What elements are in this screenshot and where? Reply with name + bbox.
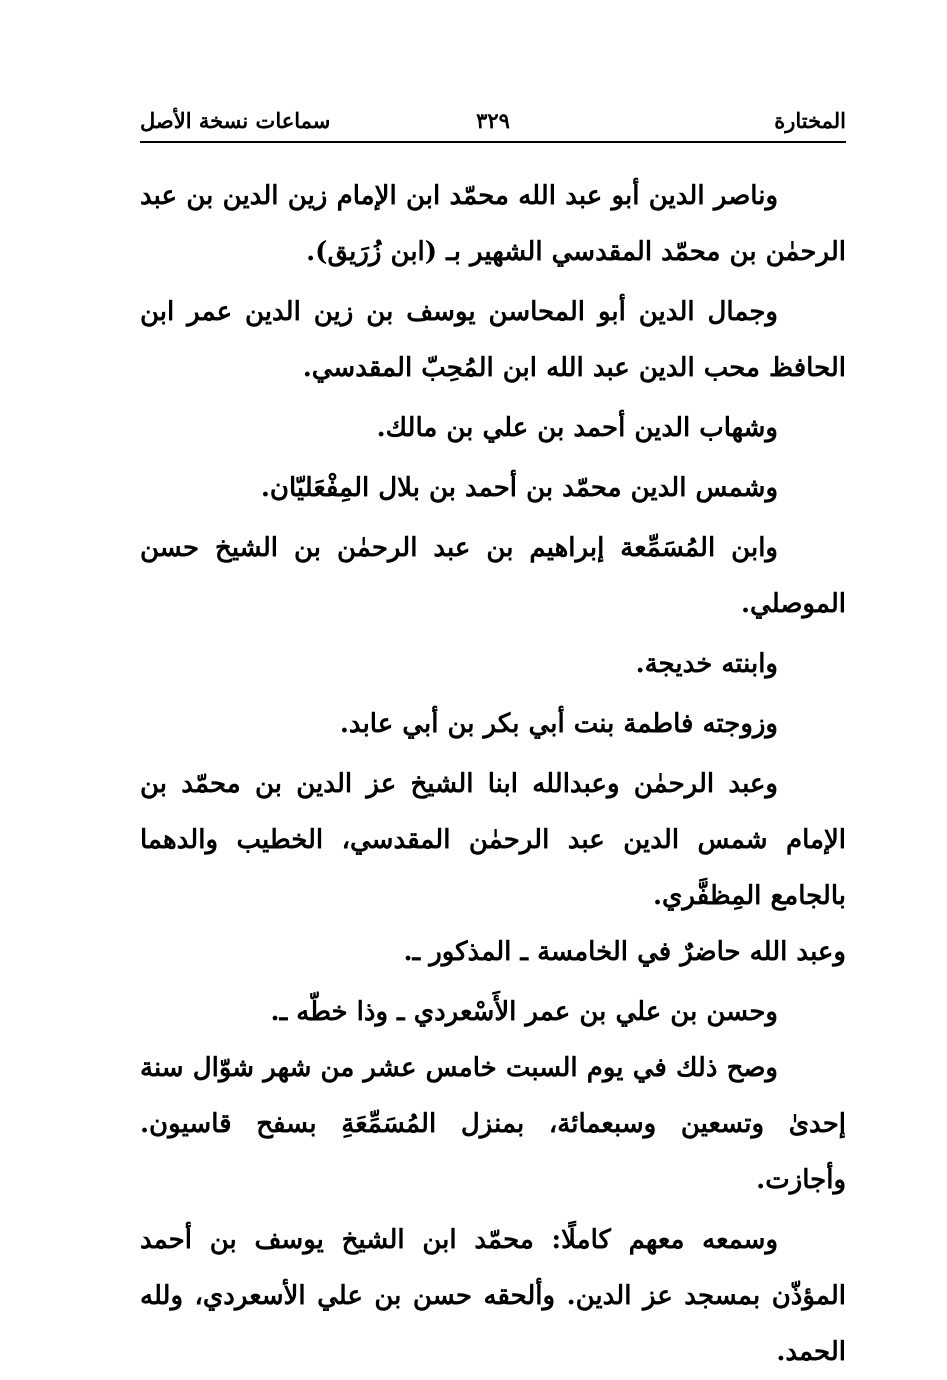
paragraph-8: وعبد الرحمٰن وعبدالله ابنا الشيخ عز الدين بن محمّد بن الإمام شمس الدين عبد الرحمٰن المقدسي، الخطيب والدهما بالجامع المِظفَّري. xyxy=(140,769,846,911)
paragraph-1: وناصر الدين أبو عبد الله محمّد ابن الإمام زين الدين بن عبد الرحمٰن بن محمّد المقدسي الشهير بـ (ابن زُرَيق). xyxy=(140,181,846,267)
paragraph-6: وابنته خديجة. xyxy=(635,649,778,679)
paragraph-7: وزوجته فاطمة بنت أبي بكر بن أبي عابد. xyxy=(339,709,778,739)
paragraph-9: وعبد الله حاضرٌ في الخامسة ـ المذكور ـ. xyxy=(403,937,846,967)
section-title: سماعات نسخة الأصل xyxy=(140,108,331,133)
book-title: المختارة xyxy=(774,108,846,133)
page-number: ٣٢٩ xyxy=(476,108,510,133)
paragraph-2: وجمال الدين أبو المحاسن يوسف بن زين الدين عمر ابن الحافظ محب الدين عبد الله ابن المُحِبّ المقدسي. xyxy=(140,297,846,383)
running-header xyxy=(140,101,846,143)
paragraph-4: وشمس الدين محمّد بن أحمد بن بلال المِفْعَليّان. xyxy=(260,473,778,503)
paragraph-10: وحسن بن علي بن عمر الأَسْعردي ـ وذا خطّه ـ. xyxy=(270,997,778,1027)
page-body xyxy=(140,168,846,1380)
paragraph-3: وشهاب الدين أحمد بن علي بن مالك. xyxy=(376,413,778,443)
paragraph-12: وسمعه معهم كاملًا: محمّد ابن الشيخ يوسف بن أحمد المؤذّن بمسجد عز الدين. وألحقه حسن بن علي الأسعردي، ولله الحمد. xyxy=(140,1225,846,1367)
paragraph-5: وابن المُسَمِّعة إبراهيم بن عبد الرحمٰن بن الشيخ حسن الموصلي. xyxy=(140,533,846,619)
paragraph-11: وصح ذلك في يوم السبت خامس عشر من شهر شوّال سنة إحدىٰ وتسعين وسبعمائة، بمنزل المُسَمِّعَةِ بسفح قاسيون. وأجازت. xyxy=(140,1053,846,1195)
